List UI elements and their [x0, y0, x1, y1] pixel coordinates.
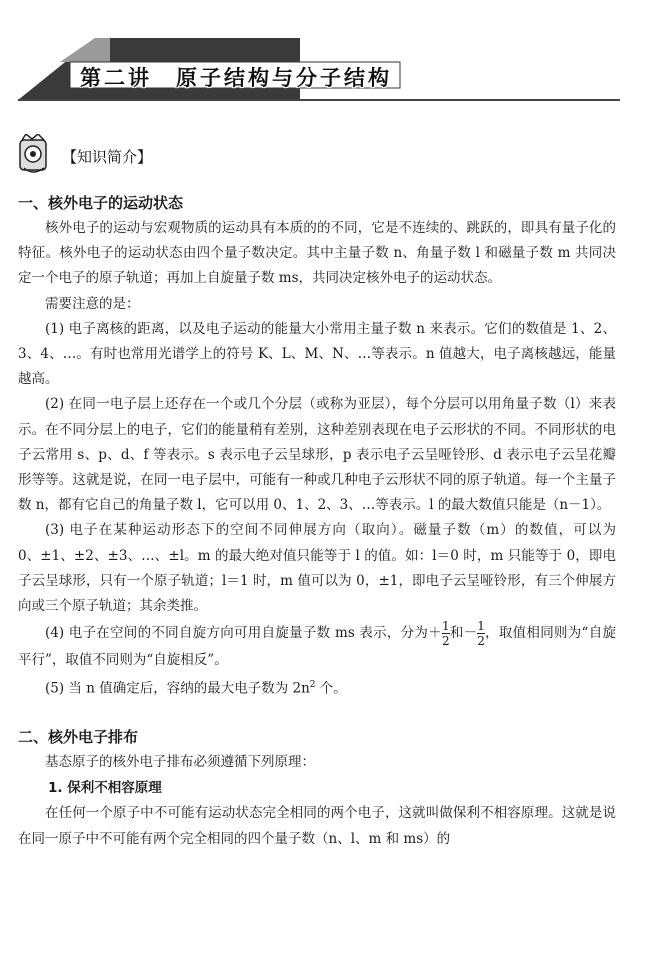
fraction-numerator: 1	[441, 619, 450, 634]
paragraph: 基态原子的核外电子排布必须遵循下列原理：	[45, 754, 315, 771]
paragraph: (1) 电子离核的距离，以及电子运动的能量大小常用主量子数 n 来表示。它们的数值是 1、2、3、4、…。有时也常用光谱学上的符号 K、L、M、N、…等表示。n 值越大，电子离核越远，能量越高。	[18, 320, 616, 388]
paragraph: 在任何一个原子中不可能有运动状态完全相同的两个电子，这就叫做保利不相容原理。这就是说在同一原子中不可能有两个完全相同的四个量子数（n、l、m 和 ms）的	[18, 805, 616, 847]
document-body	[18, 190, 616, 852]
paragraph-spin	[18, 619, 616, 673]
spin-text-middle: 和－	[449, 625, 478, 642]
section-tag-label: 【知识简介】	[62, 148, 153, 166]
fraction-denominator: 2	[441, 634, 450, 649]
fraction-half	[477, 619, 485, 648]
cartoon-face-icon	[18, 134, 58, 180]
subsection-heading: 1. 保利不相容原理	[48, 780, 162, 797]
paragraph: (2) 在同一电子层上还存在一个或几个分层（或称为亚层），每个分层可以用角量子数（l）来表示。在不同分层上的电子，它们的能量稍有差别，这种差别表现在电子云形状的不同。不同形状的电子云常用 s、p、d、f 等表示。s 表示电子云呈球形，p 表示电子云呈哑铃形、d 表示电子云呈花瓣形等等。这就是说，在同一电子层中，可能有一种或几种电子云形状不同的原子轨道。每一个主量子数 n，都有它自己的角量子数 l，它可以用 0、1、2、3、…等表示。l 的最大数值只能是（n－1）。	[18, 396, 616, 514]
section-tag	[18, 134, 318, 180]
spin-text-before: (4) 电子在空间的不同自旋方向可用自旋量子数 ms 表示，分为＋	[45, 625, 442, 642]
paragraph-capacity	[18, 673, 616, 702]
section-heading-1: 一、核外电子的运动状态	[18, 194, 184, 212]
paragraph: (3) 电子在某种运动形态下的空间不同伸展方向（取向）。磁量子数（m）的数值，可以为 0、±1、±2、±3、…、±l。m 的最大绝对值只能等于 l 的值。如：l＝0 时，m 只能等于 0，即电子云呈球形，只有一个原子轨道；l＝1 时，m 值可以为 0，±1，即电子云呈哑铃形，有三个伸展方向或三个原子轨道；其余类推。	[18, 522, 616, 615]
capacity-superscript: 2	[309, 680, 316, 691]
banner-graphic	[0, 0, 648, 110]
section-spacer	[18, 702, 616, 724]
capacity-text-before: (5) 当 n 值确定后，容纳的最大电子数为 2n	[45, 680, 310, 697]
paragraph: 需要注意的是：	[45, 295, 140, 312]
fraction-numerator: 1	[477, 619, 485, 634]
fraction-denominator: 2	[477, 634, 485, 649]
fraction-half	[442, 619, 450, 648]
chapter-title: 第二讲 原子结构与分子结构	[80, 66, 392, 90]
spin-text-after: ，取值相同则为“自旋平行”，取值不同则为“自旋相反”。	[18, 625, 616, 669]
capacity-text-after: 个。	[315, 680, 347, 697]
chapter-banner	[0, 0, 648, 110]
section-heading-2: 二、核外电子排布	[18, 728, 139, 747]
paragraph: 核外电子的运动与宏观物质的运动具有本质的的不同，它是不连续的、跳跃的，即具有量子化的特征。核外电子的运动状态由四个量子数决定。其中主量子数 n、角量子数 l 和磁量子数 m 共同决定一个电子的原子轨道；再加上自旋量子数 ms，共同决定核外电子的运动状态。	[18, 220, 616, 287]
